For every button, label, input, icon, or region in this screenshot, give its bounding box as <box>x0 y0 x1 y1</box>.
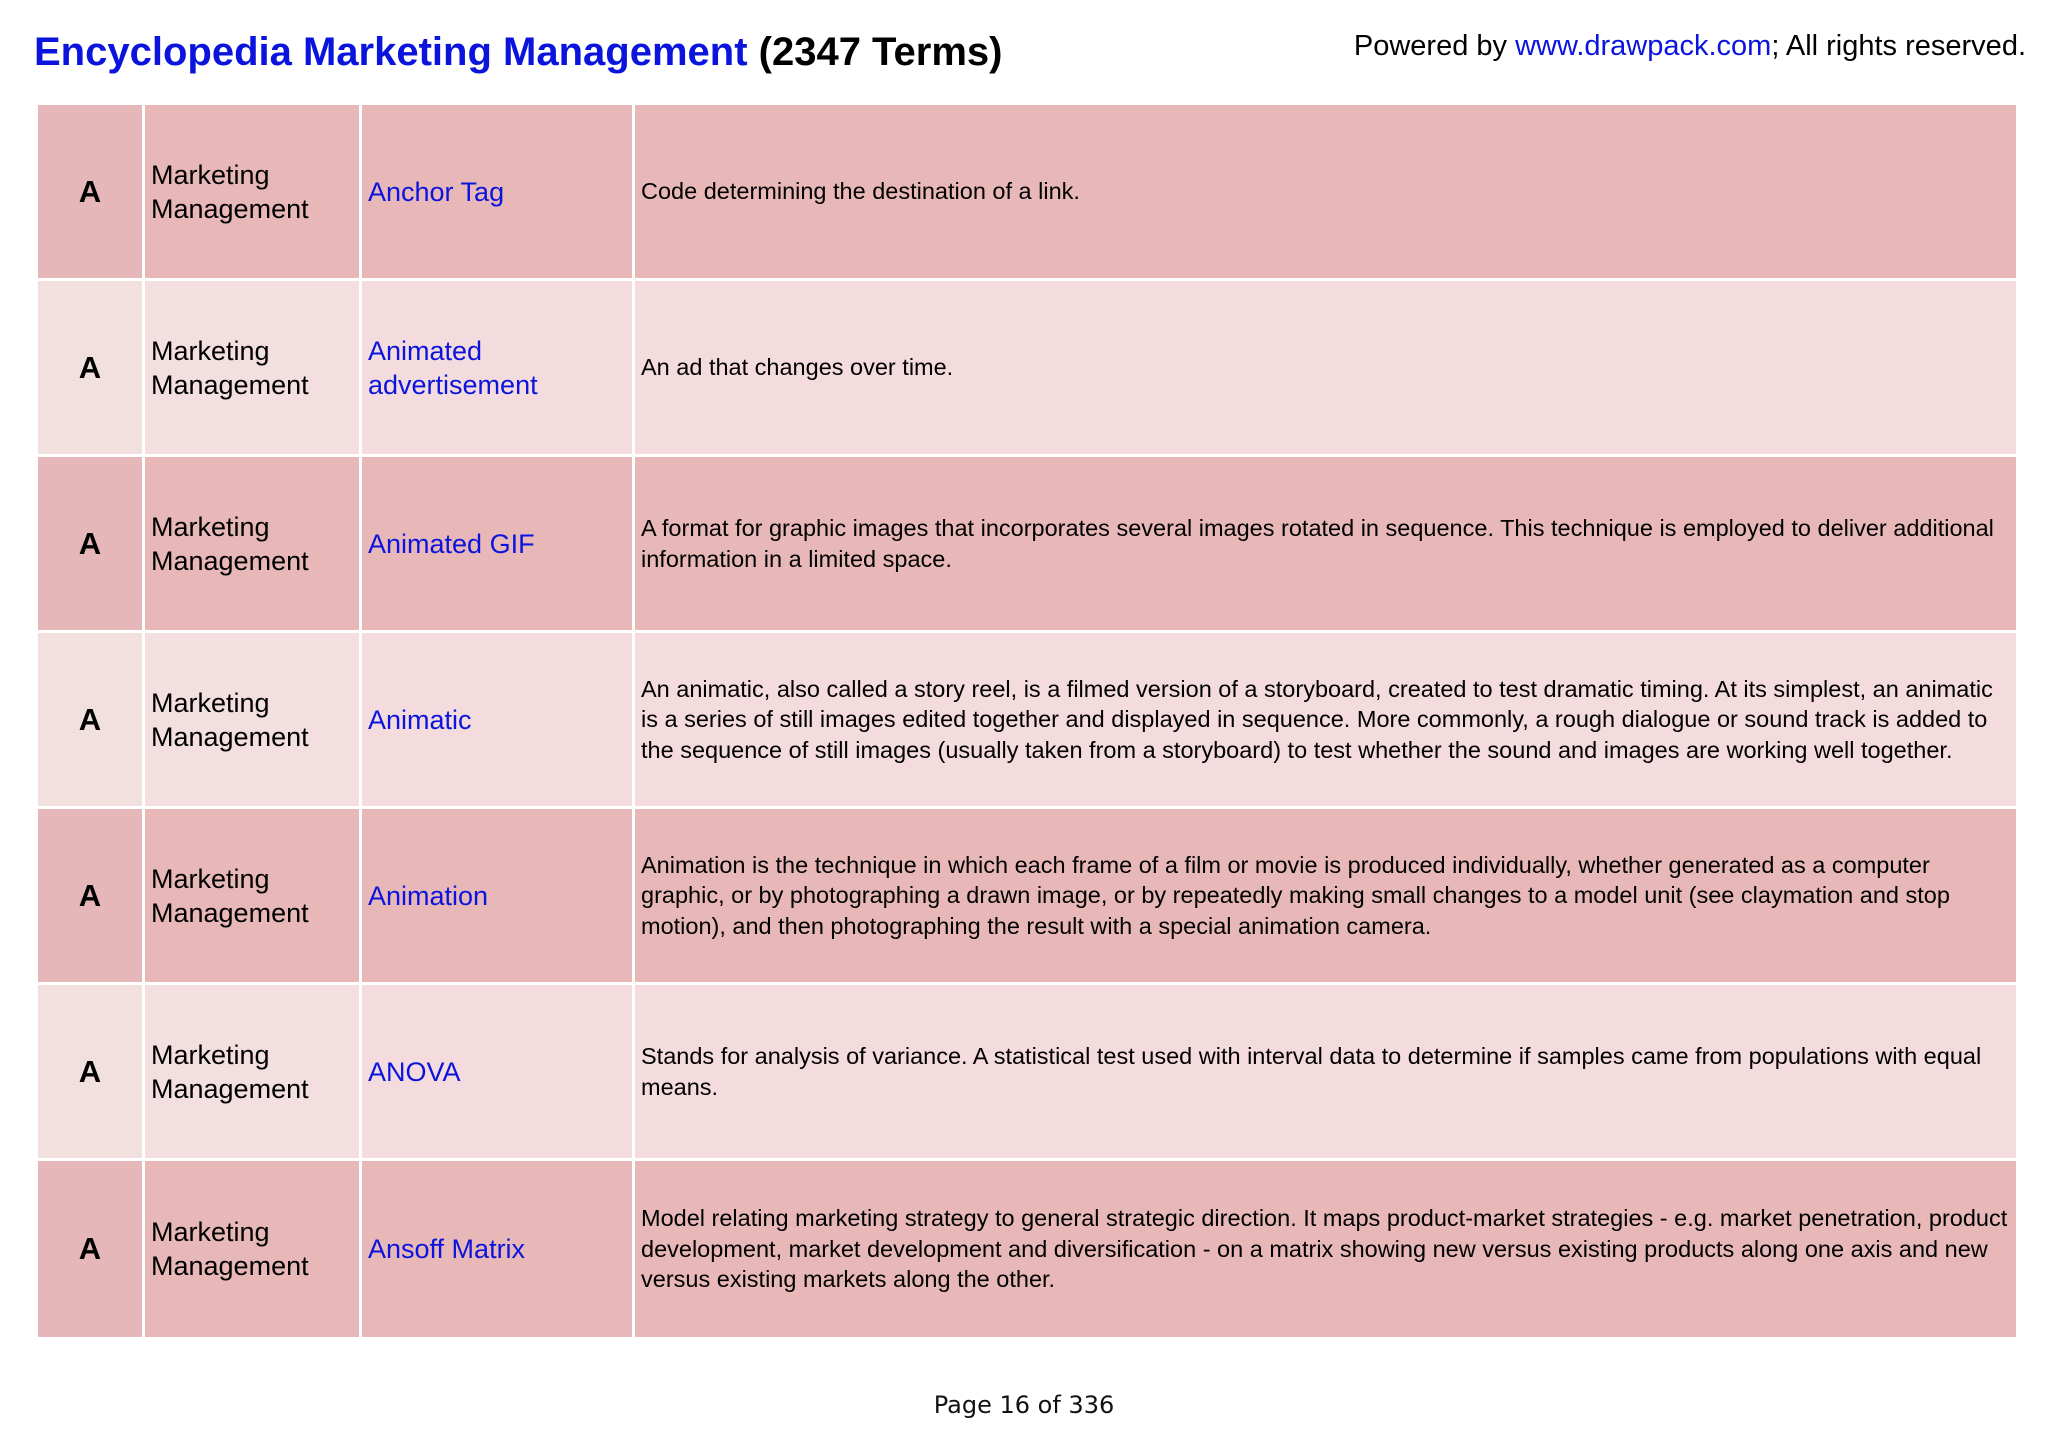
term-link[interactable]: Anchor Tag <box>362 105 635 278</box>
term-link[interactable]: Ansoff Matrix <box>362 1161 635 1337</box>
category-cell: Marketing Management <box>145 105 362 278</box>
powered-prefix: Powered by <box>1353 30 1516 62</box>
letter-cell: A <box>38 281 145 454</box>
letter-cell: A <box>38 105 145 278</box>
category-cell: Marketing Management <box>145 1161 362 1337</box>
definition-cell: Animation is the technique in which each frame of a film or movie is produced individually, whether generated as a computer graphic, or by photographing a drawn image, or by repeatedly making small changes to a model unit (see claymation and stop motion), and then photographing the result with a special animation camera. <box>635 809 2016 982</box>
glossary-table <box>38 105 2016 1337</box>
term-link[interactable]: Animation <box>362 809 635 982</box>
category-cell: Marketing Management <box>145 985 362 1158</box>
definition-cell: An animatic, also called a story reel, is a filmed version of a storyboard, created to test dramatic timing. At its simplest, an animatic is a series of still images edited together and displayed in sequence. More commonly, a rough dialogue or sound track is added to the sequence of still images (usually taken from a storyboard) to test whether the sound and images are working well together. <box>635 633 2016 806</box>
drawpack-link[interactable]: www.drawpack.com <box>1515 30 1772 62</box>
letter-cell: A <box>38 809 145 982</box>
rights-notice: ; All rights reserved. <box>1771 30 2026 62</box>
definition-cell: An ad that changes over time. <box>635 281 2016 454</box>
category-cell: Marketing Management <box>145 281 362 454</box>
page-number: Page 16 of 336 <box>933 1391 1115 1419</box>
category-cell: Marketing Management <box>145 457 362 630</box>
powered-by-notice <box>1354 30 2026 63</box>
category-cell: Marketing Management <box>145 633 362 806</box>
term-link[interactable]: Animated GIF <box>362 457 635 630</box>
table-row <box>38 105 2016 281</box>
encyclopedia-title-link[interactable]: Encyclopedia Marketing Management <box>34 30 748 74</box>
term-link[interactable]: ANOVA <box>362 985 635 1158</box>
page-title <box>34 30 1002 75</box>
definition-cell: Model relating marketing strategy to general strategic direction. It maps product-market strategies - e.g. market penetration, product development, market development and diversification - on a matrix showing new versus existing products along one axis and new versus existing markets along the other. <box>635 1161 2016 1337</box>
definition-cell: Code determining the destination of a link. <box>635 105 2016 278</box>
table-row <box>38 809 2016 985</box>
term-link[interactable]: Animated advertisement <box>362 281 635 454</box>
letter-cell: A <box>38 633 145 806</box>
category-cell: Marketing Management <box>145 809 362 982</box>
table-row <box>38 281 2016 457</box>
letter-cell: A <box>38 457 145 630</box>
table-row <box>38 633 2016 809</box>
table-row <box>38 457 2016 633</box>
letter-cell: A <box>38 985 145 1158</box>
term-link[interactable]: Animatic <box>362 633 635 806</box>
definition-cell: Stands for analysis of variance. A statistical test used with interval data to determine if samples came from populations with equal means. <box>635 985 2016 1158</box>
table-row <box>38 985 2016 1161</box>
letter-cell: A <box>38 1161 145 1337</box>
definition-cell: A format for graphic images that incorporates several images rotated in sequence. This technique is employed to deliver additional information in a limited space. <box>635 457 2016 630</box>
table-row <box>38 1161 2016 1337</box>
term-count: (2347 Terms) <box>747 30 1003 74</box>
